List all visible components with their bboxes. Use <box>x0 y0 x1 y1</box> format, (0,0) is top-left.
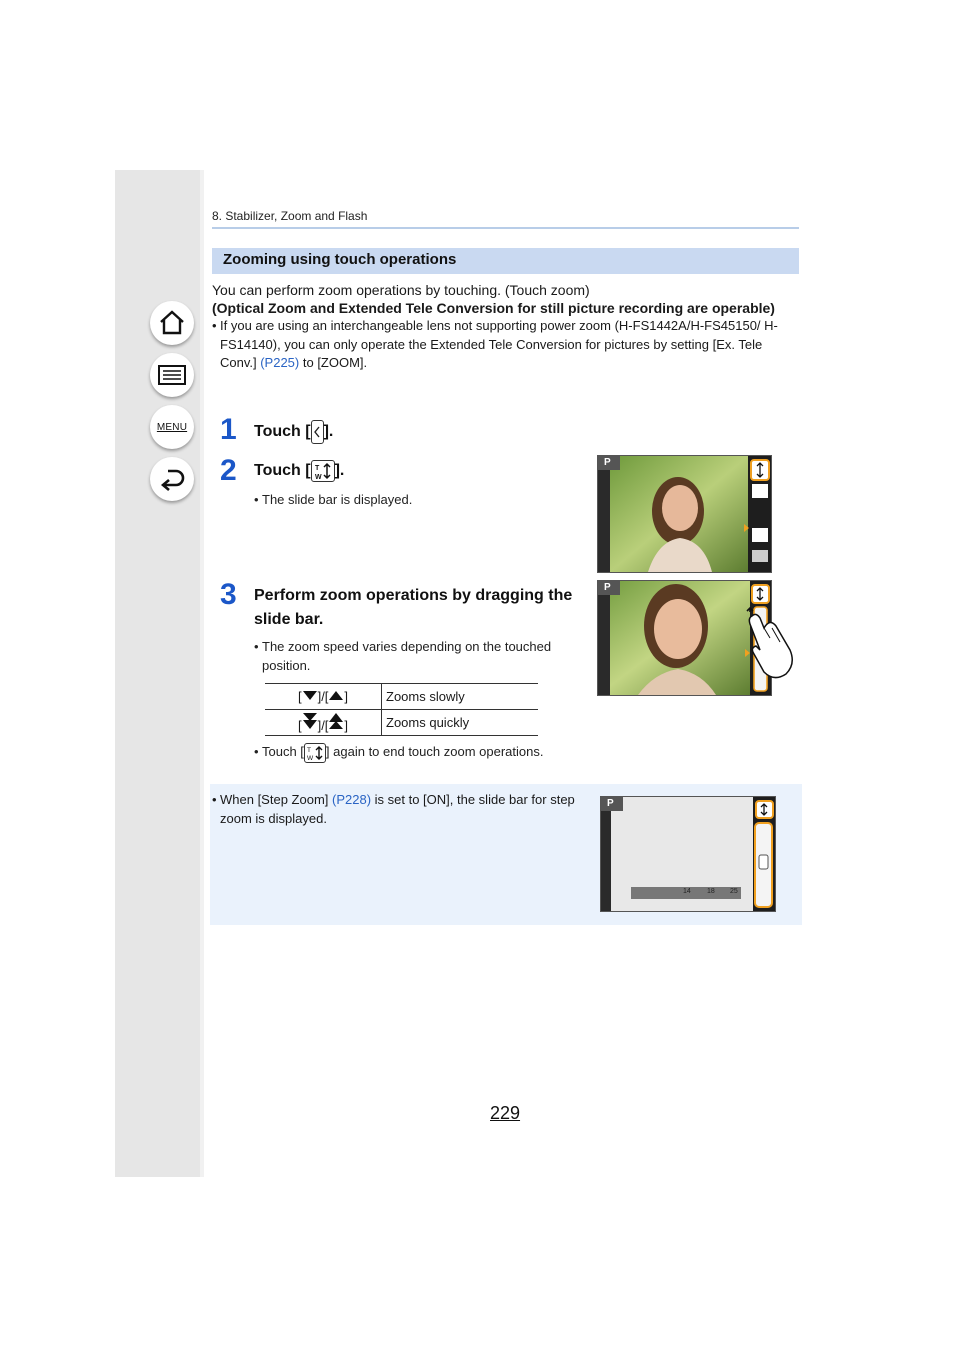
svg-text:T: T <box>314 465 319 472</box>
step-zoom-mark: 14 <box>683 888 691 895</box>
tab-open-icon <box>311 420 324 444</box>
zoom-fast-icons <box>265 710 382 736</box>
portrait-photo-1 <box>598 456 771 572</box>
bracket-text: [ <box>297 689 302 704</box>
step-3-text: Perform zoom operations by dragging the slide bar. <box>254 587 573 628</box>
svg-text:W: W <box>306 754 314 762</box>
step-2-text-after: ]. <box>334 462 345 480</box>
double-triangle-down-icon <box>302 712 318 730</box>
end-note-after: ] again to end touch zoom operations. <box>325 744 544 759</box>
bracket-text: ]/[ <box>317 718 329 733</box>
step-2-note: • The slide bar is displayed. <box>254 490 412 509</box>
page-number: 229 <box>490 1103 521 1123</box>
zoom-fast-label: Zooms quickly <box>382 710 539 736</box>
intro-bullet <box>212 317 802 373</box>
step-zoom-note <box>212 791 590 828</box>
header-rule <box>212 227 799 229</box>
step-1-text <box>254 420 333 444</box>
return-icon <box>158 466 186 492</box>
step-1-text-after: ]. <box>323 423 334 441</box>
step-1-number: 1 <box>220 413 237 446</box>
table-row <box>265 710 538 736</box>
menu-label: MENU <box>156 421 188 433</box>
intro-line: You can perform zoom operations by touching. (Touch zoom) <box>212 282 590 298</box>
list-icon <box>157 363 187 387</box>
step-3-number: 3 <box>220 578 237 611</box>
zoom-slow-icons <box>265 684 382 710</box>
mode-p-label-1: P <box>604 457 611 468</box>
home-button[interactable] <box>150 301 194 345</box>
touch-zoom-icon <box>311 460 335 482</box>
mode-p-label-3: P <box>607 798 614 809</box>
camera-screen-3 <box>600 796 776 912</box>
zoom-speed-table <box>265 683 538 736</box>
drag-hand-icon <box>740 606 800 682</box>
step-zoom-mark: 25 <box>730 888 738 895</box>
link-p228[interactable]: (P228) <box>332 792 372 807</box>
svg-text:W: W <box>314 474 322 481</box>
intro-bullet-text-1: If you are using an interchangeable lens not supporting power zoom (H-FS1442A/H-FS45150/ H-FS14140), you can only operate the Extended Tele Conversion for pictures by setting [Ex. Tele Conv.] <box>220 318 778 370</box>
home-icon <box>158 309 186 337</box>
bracket-text: [ <box>297 718 302 733</box>
zoom-slow-label: Zooms slowly <box>382 684 539 710</box>
contents-button[interactable] <box>150 353 194 397</box>
mode-p-label-2: P <box>604 582 611 593</box>
intro-bold-note: (Optical Zoom and Extended Tele Conversion for still picture recording are operable) <box>212 300 775 316</box>
touch-zoom-icon <box>304 743 326 763</box>
triangle-down-icon <box>302 689 318 701</box>
camera-screen-1 <box>597 455 772 573</box>
step-1-text-before: Touch [ <box>254 423 311 441</box>
breadcrumb: 8. Stabilizer, Zoom and Flash <box>212 209 368 223</box>
intro <box>212 281 802 373</box>
triangle-up-icon <box>328 689 344 701</box>
step-2-text <box>254 460 344 482</box>
double-triangle-up-icon <box>328 712 344 730</box>
step-2-number: 2 <box>220 454 237 487</box>
note-text-2: is set to [ON], the slide bar for step zoom is displayed. <box>220 792 575 826</box>
back-button[interactable] <box>150 457 194 501</box>
note-text-1: When [Step Zoom] <box>220 792 332 807</box>
bracket-text: ] <box>344 718 349 733</box>
step-3-note: • The zoom speed varies depending on the touched position. <box>254 637 592 675</box>
end-touch-zoom-note <box>254 742 543 763</box>
step-zoom-mark: 18 <box>707 888 715 895</box>
end-note-before: Touch [ <box>262 744 304 759</box>
table-row <box>265 684 538 710</box>
menu-button[interactable] <box>150 405 194 449</box>
sidebar-edge <box>200 170 204 1177</box>
step-2-text-before: Touch [ <box>254 462 311 480</box>
bracket-text: ] <box>344 689 349 704</box>
intro-bullet-text-2: to [ZOOM]. <box>299 355 368 370</box>
bracket-text: ]/[ <box>317 689 329 704</box>
link-p225[interactable]: (P225) <box>260 355 300 370</box>
svg-text:T: T <box>306 746 311 754</box>
section-title: Zooming using touch operations <box>223 251 457 268</box>
